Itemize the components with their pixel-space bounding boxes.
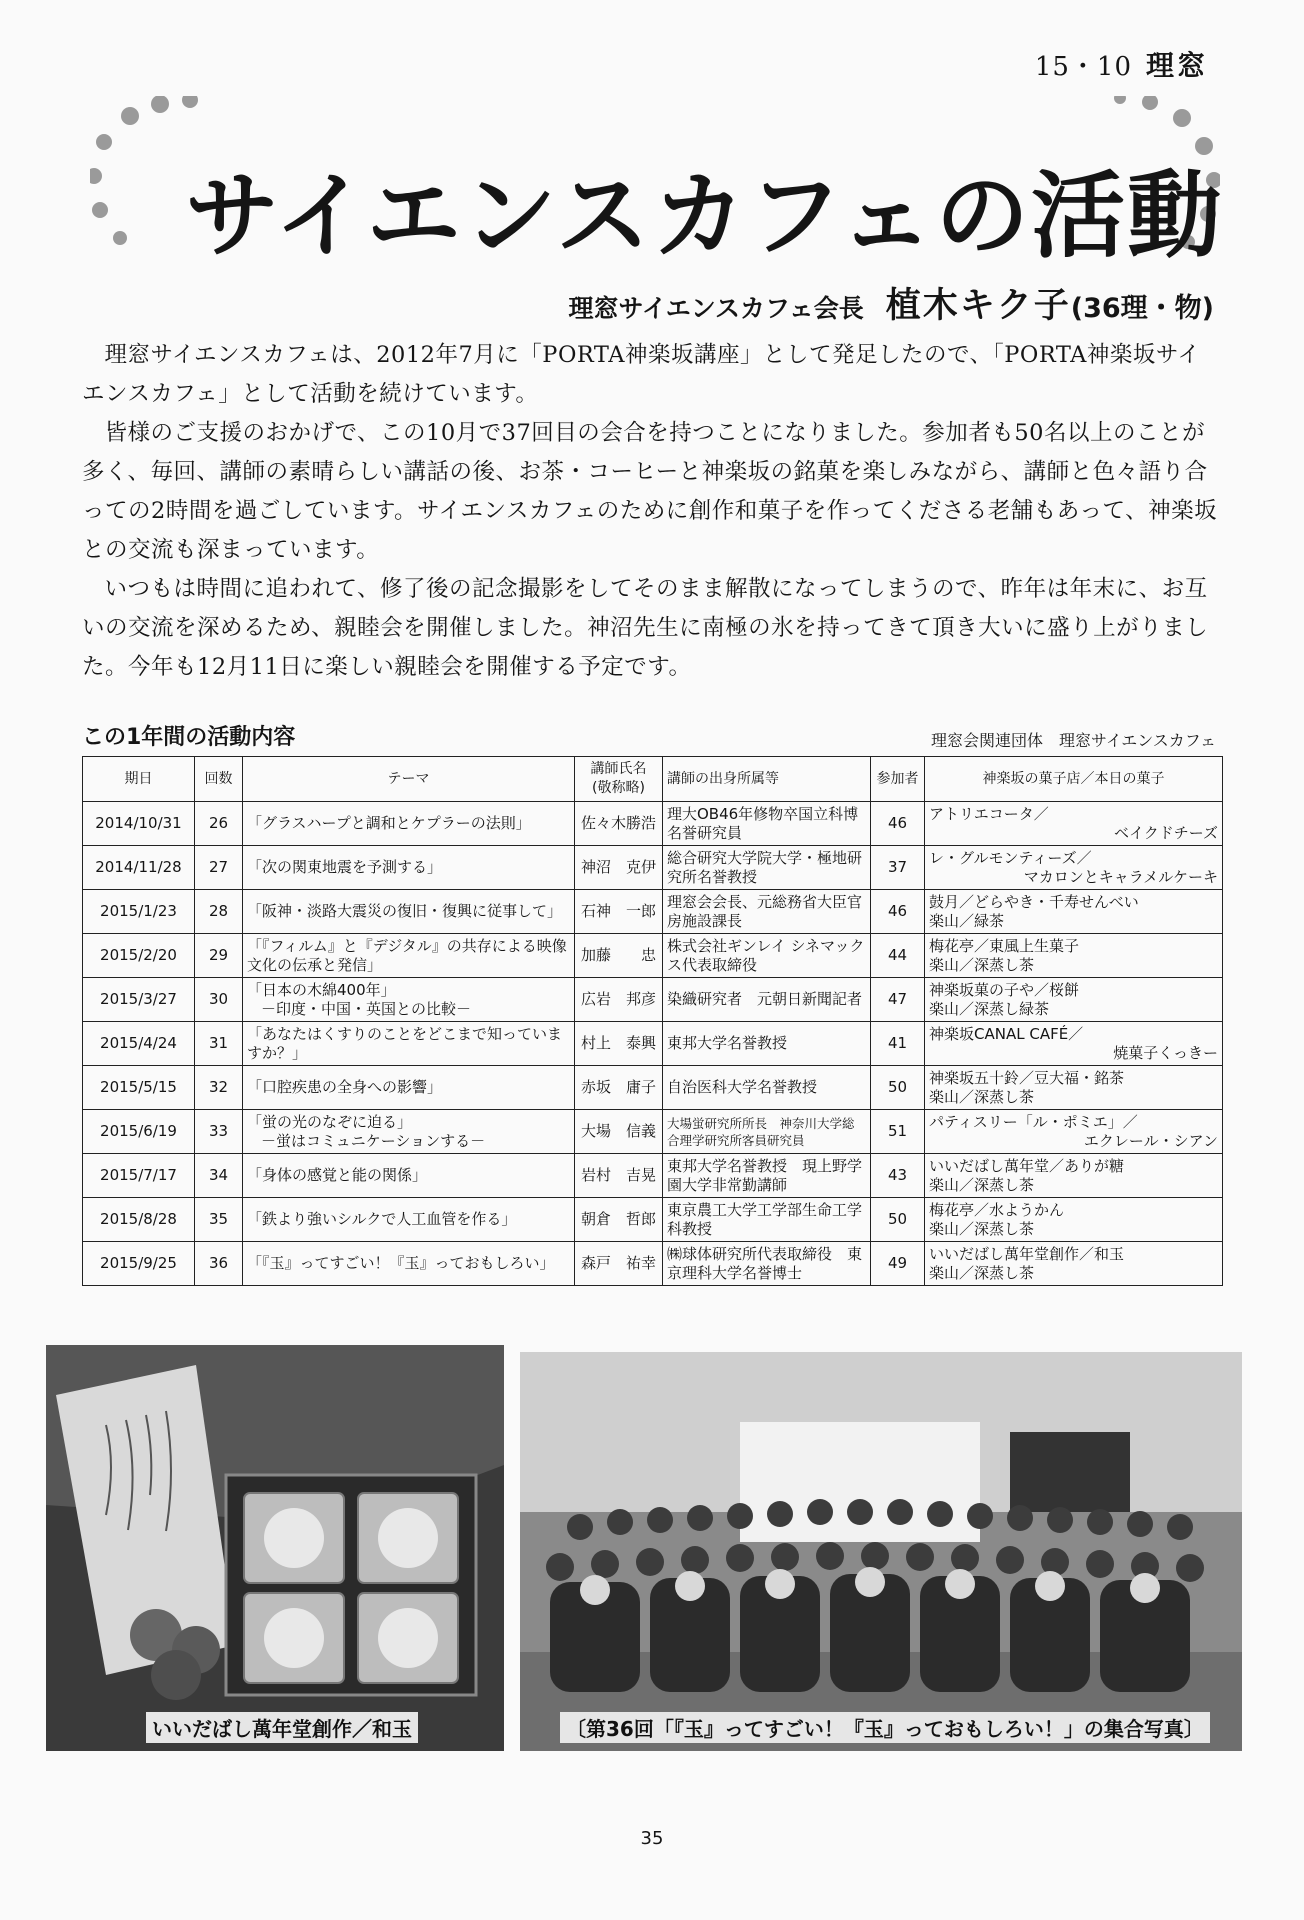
header-lecturer: 講師氏名 (敬称略) xyxy=(575,757,663,802)
left-photo-caption: いいだばし萬年堂創作／和玉 xyxy=(146,1712,418,1743)
activities-table xyxy=(82,756,1223,1286)
header-affiliation: 講師の出身所属等 xyxy=(663,757,871,802)
group-photo xyxy=(520,1352,1242,1751)
table-header-row xyxy=(83,757,1223,802)
sweets-photo xyxy=(46,1345,504,1751)
author-role: 理窓サイエンスカフェ会長 xyxy=(568,294,864,323)
table-row: 2015/1/23 28 「阪神・淡路大震災の復旧・復興に従事して」 石神 一郎 理窓会会長、元総務省大臣官房施設課長 46 鼓月／どらやき・千寿せんべい 楽山／緑茶 xyxy=(83,890,1223,934)
header-sweets: 神楽坂の菓子店／本日の菓子 xyxy=(925,757,1223,802)
header-date: 期日 xyxy=(83,757,195,802)
page-number: 35 xyxy=(640,1828,664,1849)
paragraph: いつもは時間に追われて、修了後の記念撮影をしてそのまま解散になってしまうので、昨年は年末に、お互いの交流を深めるため、親睦会を開催しました。神沼先生に南極の氷を持ってきて頂き大いに盛り上がりました。今年も12月11日に楽しい親睦会を開催する予定です。 xyxy=(82,576,1209,680)
header-participants: 参加者 xyxy=(871,757,925,802)
table-row: 2015/9/25 36 「『玉』ってすごい！『玉』っておもしろい」 森戸 祐幸 ㈱球体研究所代表取締役 東京理科大学名誉博士 49 いいだばし萬年堂創作／和玉 楽山／深蒸し茶 xyxy=(83,1242,1223,1286)
issue-header xyxy=(1035,44,1208,84)
table-row: 2015/6/19 33 「蛍の光のなぞに迫る」 －蛍はコミュニケーションする－ 大場 信義 大場蛍研究所所長 神奈川大学総合理学研究所客員研究員 51 パティスリー「ル・ポミエ」／ エクレール・シアン xyxy=(83,1110,1223,1154)
table-row: 2015/8/28 35 「鉄より強いシルクで人工血管を作る」 朝倉 哲郎 東京農工大学工学部生命工学科教授 50 梅花亭／水ようかん 楽山／深蒸し茶 xyxy=(83,1198,1223,1242)
paragraph: 理窓サイエンスカフェは、2012年7月に「PORTA神楽坂講座」として発足したので、「PORTA神楽坂サイエンスカフェ」として活動を続けています。 xyxy=(82,342,1201,407)
header-session: 回数 xyxy=(195,757,243,802)
article-title: サイエンスカフェの活動 xyxy=(185,161,1224,271)
table-row: 2015/2/20 29 「『フィルム』と『デジタル』の共存による映像文化の伝承と発信」 加藤 忠 株式会社ギンレイ シネマックス代表取締役 44 梅花亭／東風上生菓子 楽山／深蒸し茶 xyxy=(83,934,1223,978)
activities-note: 理窓会関連団体 理窓サイエンスカフェ xyxy=(931,731,1216,750)
article-body xyxy=(82,336,1222,687)
paragraph: 皆様のご支援のおかげで、この10月で37回目の会合を持つことになりました。参加者も50名以上のことが多く、毎回、講師の素晴らしい講話の後、お茶・コーヒーと神楽坂の銘菓を楽しみながら、講師と色々語り合っての2時間を過ごしています。サイエンスカフェのために創作和菓子を作ってくださる老舗もあって、神楽坂との交流も深まっています。 xyxy=(82,420,1218,563)
table-row: 2015/4/24 31 「あなたはくすりのことをどこまで知っていますか？」 村上 泰興 東邦大学名誉教授 41 神楽坂CANAL CAFÉ／ 焼菓子くっきー xyxy=(83,1022,1223,1066)
header-theme: テーマ xyxy=(243,757,575,802)
issue-number: 15・10 xyxy=(1034,52,1132,82)
table-row: 2015/5/15 32 「口腔疾患の全身への影響」 赤坂 庸子 自治医科大学名誉教授 50 神楽坂五十鈴／豆大福・銘茶 楽山／深蒸し茶 xyxy=(83,1066,1223,1110)
author-name: 植木キク子 xyxy=(885,286,1071,326)
byline xyxy=(568,278,1214,328)
table-row: 2014/10/31 26 「グラスハープと調和とケプラーの法則」 佐々木勝浩 理大OB46年修物卒国立科博名誉研究員 46 アトリエコータ／ ベイクドチーズ xyxy=(83,802,1223,846)
magazine-name: 理窓 xyxy=(1145,49,1208,82)
right-photo-caption: 〔第36回「『玉』ってすごい！『玉』っておもしろい！」の集合写真〕 xyxy=(560,1712,1210,1743)
author-affiliation: (36理・物) xyxy=(1070,293,1214,324)
table-row: 2015/7/17 34 「身体の感覚と能の関係」 岩村 吉晃 東邦大学名誉教授 現上野学園大学非常勤講師 43 いいだばし萬年堂／ありが糖 楽山／深蒸し茶 xyxy=(83,1154,1223,1198)
table-row: 2014/11/28 27 「次の関東地震を予測する」 神沼 克伊 総合研究大学院大学・極地研究所名誉教授 37 レ・グルモンティーズ／ マカロンとキャラメルケーキ xyxy=(83,846,1223,890)
activities-section-title: この1年間の活動内容 xyxy=(82,725,296,750)
table-row: 2015/3/27 30 「日本の木綿400年」 －印度・中国・英国との比較－ 広岩 邦彦 染織研究者 元朝日新聞記者 47 神楽坂菓の子や／桜餅 楽山／深蒸し緑茶 xyxy=(83,978,1223,1022)
